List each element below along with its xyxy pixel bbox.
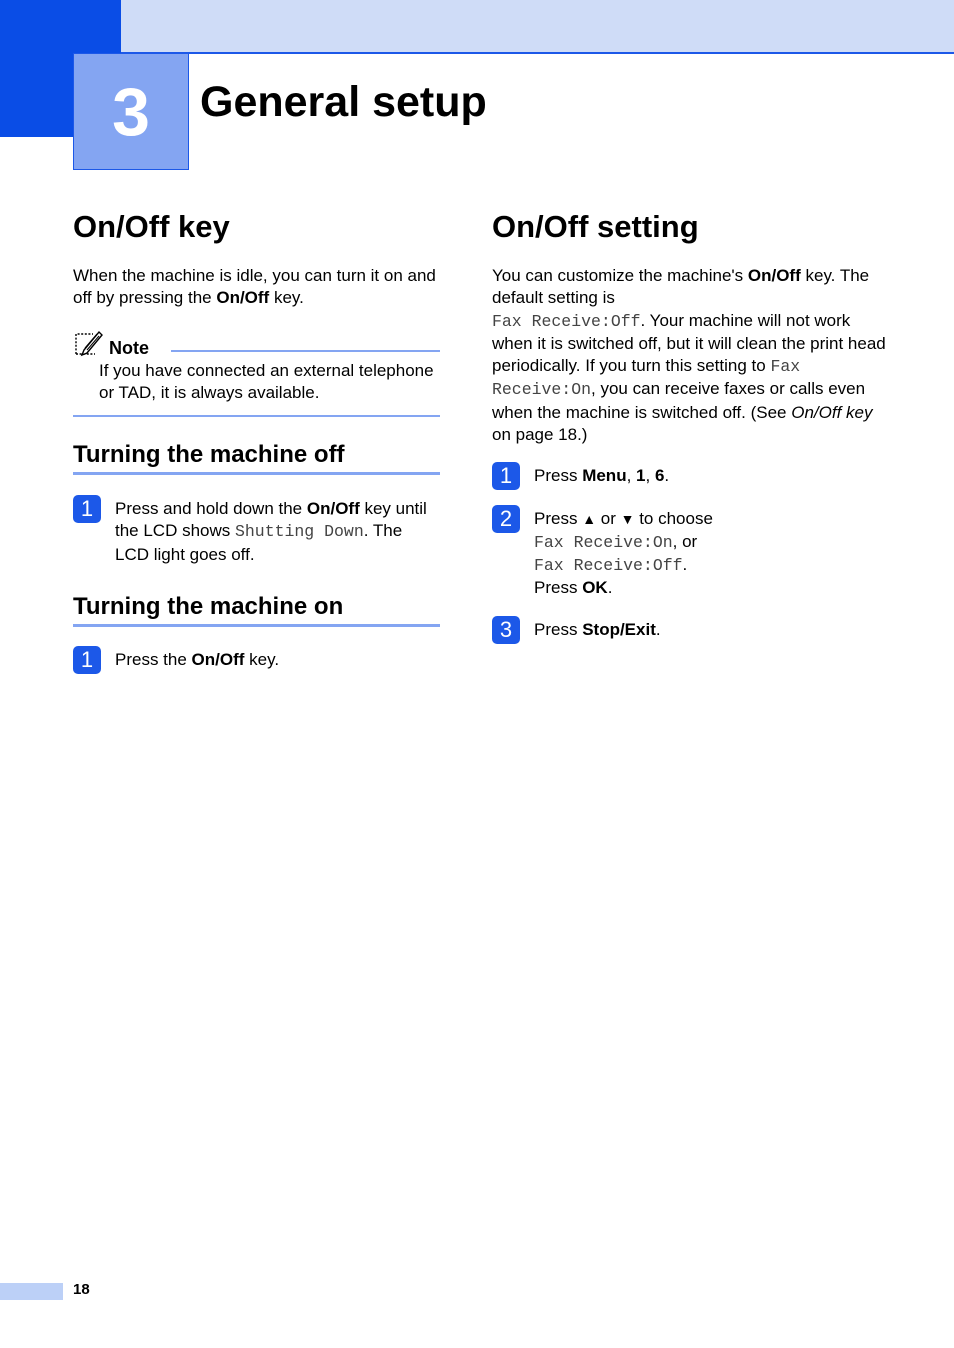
- chapter-number-box: [73, 53, 189, 170]
- step-text: Press the On/Off key.: [115, 650, 280, 670]
- chapter-number: 3: [112, 73, 150, 150]
- note-label: Note: [109, 337, 149, 358]
- turning-on-heading: Turning the machine on: [73, 593, 440, 627]
- setting-step-2: [492, 508, 892, 599]
- note-text: If you have connected an external telephone or TAD, it is always available.: [99, 360, 434, 402]
- chapter-title: General setup: [200, 78, 487, 126]
- step-text: Press Menu, 1, 6.: [534, 466, 670, 486]
- footer-bar: [0, 1283, 63, 1300]
- setting-step-3: [492, 616, 892, 644]
- setting-step-1: [492, 465, 892, 490]
- step-text: Press Stop/Exit.: [534, 619, 661, 639]
- turn-off-step-1: [73, 498, 440, 566]
- step-number-badge: 1: [73, 646, 101, 674]
- note-box: [73, 328, 440, 418]
- step-number-badge: 2: [492, 505, 520, 533]
- onoff-setting-heading: On/Off setting: [492, 209, 699, 244]
- step-text: Press and hold down the On/Off key until the LCD shows Shutting Down. The LCD light goes off.: [115, 499, 427, 564]
- onoff-setting-intro: You can customize the machine's On/Off key. The default setting is Fax Receive:Off. Your machine will not work when it is switched off, but it will clean the print head periodically. If you turn this setting to Fax Receive:On, you can receive faxes or calls even when the machine is switched off. (See On/Off key on page 18.): [492, 266, 886, 445]
- header-band: [121, 0, 954, 54]
- note-pencil-icon: [73, 328, 103, 358]
- down-arrow-icon: ▼: [620, 511, 635, 528]
- onoff-key-intro: When the machine is idle, you can turn it on and off by pressing the On/Off key.: [73, 266, 436, 308]
- up-arrow-icon: ▲: [582, 511, 597, 528]
- note-rule: [171, 350, 440, 352]
- step-number-badge: 1: [73, 495, 101, 523]
- onoff-key-heading: On/Off key: [73, 209, 230, 244]
- turning-off-heading: Turning the machine off: [73, 441, 440, 475]
- left-column: [73, 205, 440, 674]
- step-text: Press ▲ or ▼ to choose Fax Receive:On, or Fax Receive:Off. Press OK.: [534, 509, 713, 598]
- page-number: 18: [73, 1281, 90, 1298]
- step-number-badge: 3: [492, 616, 520, 644]
- turn-on-step-1: [73, 649, 440, 674]
- right-column: [492, 205, 892, 644]
- step-number-badge: 1: [492, 462, 520, 490]
